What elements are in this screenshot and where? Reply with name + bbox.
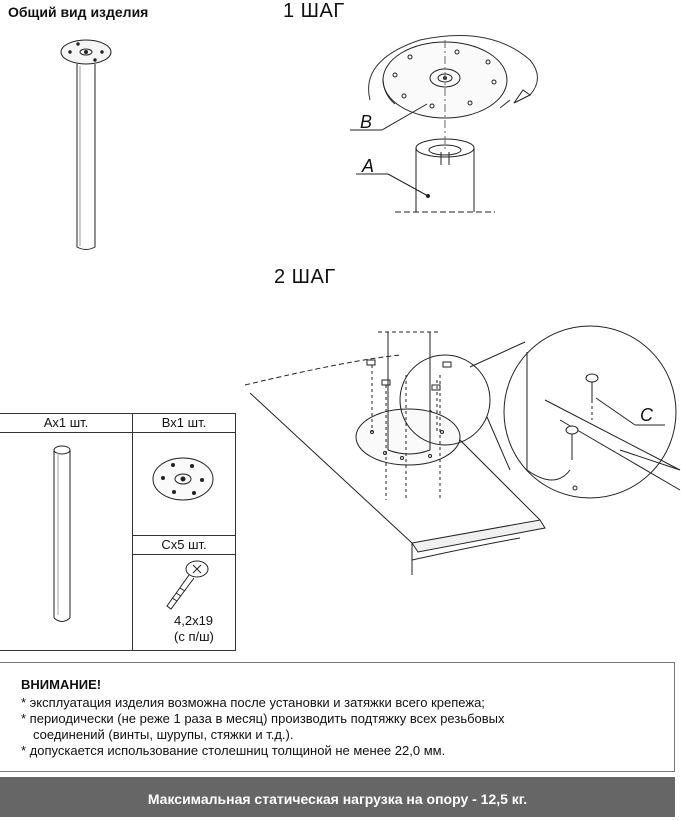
warning-line-2: * периодически (не реже 1 раза в месяц) производить подтяжку всех резьбовых <box>21 711 505 726</box>
part-b-quantity: Вх1 шт. <box>133 414 235 433</box>
screw-note: (с п/ш) <box>174 629 214 644</box>
screw-size: 4,2x19 <box>174 613 214 628</box>
parts-cell-a <box>0 413 133 651</box>
parts-cell-b <box>132 413 236 536</box>
warning-line-1: * эксплуатация изделия возможна после установки и затяжки всего крепежа; <box>21 695 485 710</box>
step1-illustration <box>350 36 538 213</box>
screw-size-label <box>174 613 214 645</box>
callout-c-label: C <box>640 405 653 425</box>
step2-title: 2 ШАГ <box>274 266 336 288</box>
step2-illustration <box>245 326 680 575</box>
warning-line-4: * допускается использование столешниц толщиной не менее 22,0 мм. <box>21 743 446 758</box>
part-a-quantity: Ах1 шт. <box>0 414 132 433</box>
warning-title: ВНИМАНИЕ! <box>21 677 102 692</box>
general-view-leg-illustration <box>61 40 111 250</box>
warning-line-3: соединений (винты, шурупы, стяжки и т.д.). <box>33 727 294 742</box>
general-view-title: Общий вид изделия <box>8 4 149 20</box>
step1-title: 1 ШАГ <box>283 0 345 22</box>
max-load-banner: Максимальная статическая нагрузка на опору - 12,5 кг. <box>0 777 675 817</box>
callout-b-label: B <box>360 112 373 132</box>
callout-a-label: A <box>362 156 375 176</box>
part-c-quantity: Сх5 шт. <box>133 536 235 555</box>
